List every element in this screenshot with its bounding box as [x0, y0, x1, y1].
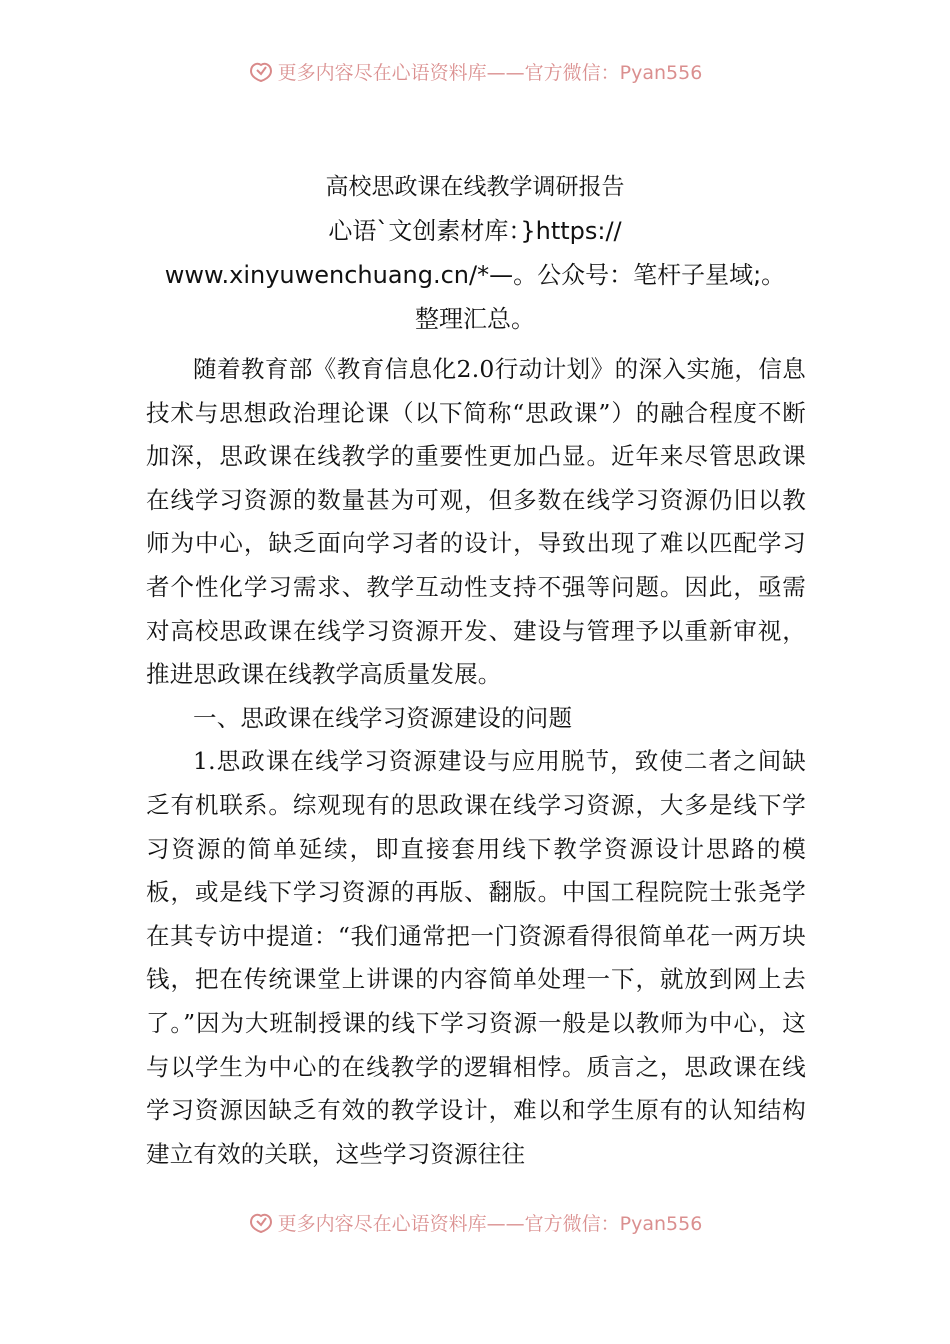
- document-body: [146, 348, 806, 1176]
- watermark-top: [0, 56, 950, 86]
- watermark-text: 更多内容尽在心语资料库——官方微信：Pyan556: [277, 61, 703, 84]
- watermark-logo-icon: [248, 59, 274, 83]
- section-heading: 一、思政课在线学习资源建设的问题: [193, 703, 573, 732]
- watermark-text: 更多内容尽在心语资料库——官方微信：Pyan556: [277, 1212, 703, 1235]
- source-line-2: www.xinyuwenchuang.cn/*—。公众号：笔杆子星域;。: [164, 261, 786, 289]
- paragraph-point-1: 1.思政课在线学习资源建设与应用脱节，致使二者之间缺乏有机联系。综观现有的思政课在线学习资源，大多是线下学习资源的简单延续，即直接套用线下教学资源设计思路的模板，或是线下学习资源的再版、翻版。中国工程院院士张尧学在其专访中提道：“我们通常把一门资源看得很简单花一两万块钱，把在传统课堂上讲课的内容简单处理一下，就放到网上去了。”因为大班制授课的线下学习资源一般是以教师为中心，这与以学生为中心的在线教学的逻辑相悖。质言之，思政课在线学习资源因缺乏有效的教学设计，难以和学生原有的认知结构建立有效的关联，这些学习资源往往: [146, 747, 806, 1168]
- document-header: [0, 165, 950, 341]
- page-title: 高校思政课在线教学调研报告: [325, 174, 625, 200]
- watermark-bottom: [0, 1207, 950, 1237]
- source-line-3: 整理汇总。: [415, 305, 535, 333]
- source-line-1: 心语`文创素材库：}https://: [328, 217, 622, 245]
- watermark-logo-icon: [248, 1210, 274, 1234]
- paragraph-intro: 随着教育部《教育信息化2.0行动计划》的深入实施，信息技术与思想政治理论课（以下简称“思政课”）的融合程度不断加深，思政课在线教学的重要性更加凸显。近年来尽管思政课在线学习资源的数量甚为可观，但多数在线学习资源仍旧以教师为中心，缺乏面向学习者的设计，导致出现了难以匹配学习者个性化学习需求、教学互动性支持不强等问题。因此，亟需对高校思政课在线学习资源开发、建设与管理予以重新审视，推进思政课在线教学高质量发展。: [146, 355, 806, 689]
